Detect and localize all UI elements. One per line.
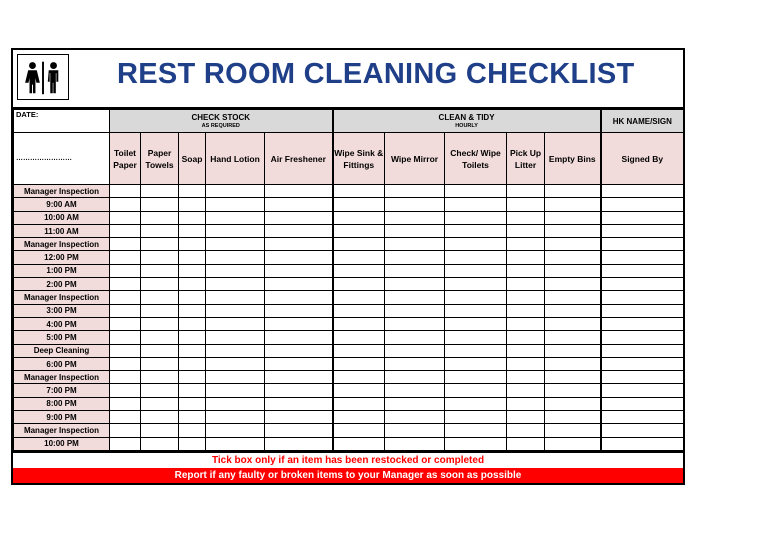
tick-box[interactable] <box>265 224 333 237</box>
tick-box[interactable] <box>110 211 141 224</box>
tick-box[interactable] <box>507 278 545 291</box>
tick-box[interactable] <box>110 198 141 211</box>
tick-box[interactable] <box>507 198 545 211</box>
tick-box[interactable] <box>141 437 179 450</box>
table-row <box>14 437 684 450</box>
tick-box[interactable] <box>333 437 385 450</box>
tick-box[interactable] <box>507 291 545 304</box>
checklist-table <box>13 109 684 451</box>
tick-box[interactable] <box>385 211 445 224</box>
tick-box[interactable] <box>385 278 445 291</box>
tick-box[interactable] <box>141 251 179 264</box>
signature-cell[interactable] <box>601 384 684 397</box>
tick-box[interactable] <box>206 278 265 291</box>
tick-box[interactable] <box>110 397 141 410</box>
tick-box[interactable] <box>179 411 206 424</box>
tick-box[interactable] <box>507 211 545 224</box>
report-banner: Report if any faulty or broken items to your Manager as soon as possible <box>13 468 683 483</box>
tick-box[interactable] <box>445 411 507 424</box>
tick-box[interactable] <box>206 344 265 357</box>
tick-box[interactable] <box>206 411 265 424</box>
tick-box[interactable] <box>445 424 507 437</box>
tick-box[interactable] <box>545 238 601 251</box>
tick-box[interactable] <box>141 317 179 330</box>
table-row <box>14 317 684 330</box>
tick-box[interactable] <box>110 437 141 450</box>
signature-cell[interactable] <box>601 238 684 251</box>
tick-box[interactable] <box>110 238 141 251</box>
title-row <box>13 50 683 109</box>
table-row <box>14 278 684 291</box>
table-row <box>14 185 684 198</box>
signature-cell[interactable] <box>601 291 684 304</box>
tick-box[interactable] <box>179 357 206 370</box>
tick-box[interactable] <box>265 185 333 198</box>
tick-box[interactable] <box>110 331 141 344</box>
tick-box[interactable] <box>385 424 445 437</box>
tick-box[interactable] <box>265 371 333 384</box>
tick-box[interactable] <box>507 224 545 237</box>
tick-box[interactable] <box>507 371 545 384</box>
tick-box[interactable] <box>265 278 333 291</box>
col-signed-by: Signed By <box>601 133 684 185</box>
signature-cell[interactable] <box>601 424 684 437</box>
tick-box[interactable] <box>179 437 206 450</box>
tick-box[interactable] <box>507 185 545 198</box>
tick-box[interactable] <box>110 291 141 304</box>
tick-box[interactable] <box>507 344 545 357</box>
table-row <box>14 371 684 384</box>
tick-box[interactable] <box>141 264 179 277</box>
table-row <box>14 357 684 370</box>
row-label: 10:00 AM <box>14 211 110 224</box>
tick-box[interactable] <box>445 211 507 224</box>
tick-box[interactable] <box>206 331 265 344</box>
tick-box[interactable] <box>385 238 445 251</box>
tick-box[interactable] <box>333 264 385 277</box>
tick-box[interactable] <box>141 397 179 410</box>
clean-tidy-sub: HOURLY <box>455 123 478 129</box>
tick-box[interactable] <box>385 304 445 317</box>
tick-box[interactable] <box>445 397 507 410</box>
tick-box[interactable] <box>545 304 601 317</box>
tick-box[interactable] <box>110 224 141 237</box>
tick-box[interactable] <box>385 437 445 450</box>
signature-cell[interactable] <box>601 344 684 357</box>
tick-box[interactable] <box>110 185 141 198</box>
tick-box[interactable] <box>507 238 545 251</box>
signature-cell[interactable] <box>601 397 684 410</box>
signature-cell[interactable] <box>601 211 684 224</box>
tick-box[interactable] <box>179 371 206 384</box>
tick-box[interactable] <box>206 304 265 317</box>
tick-box[interactable] <box>333 278 385 291</box>
tick-box[interactable] <box>333 371 385 384</box>
tick-box[interactable] <box>385 198 445 211</box>
tick-box[interactable] <box>206 251 265 264</box>
tick-box[interactable] <box>206 371 265 384</box>
tick-box[interactable] <box>179 384 206 397</box>
tick-box[interactable] <box>265 317 333 330</box>
row-label: 11:00 AM <box>14 224 110 237</box>
tick-box[interactable] <box>507 384 545 397</box>
tick-box[interactable] <box>110 424 141 437</box>
tick-box[interactable] <box>445 344 507 357</box>
col-wipe-mirror: Wipe Mirror <box>385 133 445 185</box>
tick-box[interactable] <box>385 224 445 237</box>
tick-box[interactable] <box>141 357 179 370</box>
tick-box[interactable] <box>206 211 265 224</box>
col-soap: Soap <box>179 133 206 185</box>
table-row <box>14 344 684 357</box>
signature-cell[interactable] <box>601 331 684 344</box>
tick-box[interactable] <box>265 344 333 357</box>
tick-box[interactable] <box>545 251 601 264</box>
tick-box[interactable] <box>385 185 445 198</box>
table-row <box>14 424 684 437</box>
table-row <box>14 224 684 237</box>
tick-box[interactable] <box>385 357 445 370</box>
tick-box[interactable] <box>206 185 265 198</box>
tick-box[interactable] <box>110 317 141 330</box>
tick-box[interactable] <box>179 211 206 224</box>
tick-box[interactable] <box>385 344 445 357</box>
col-air-freshener: Air Freshener <box>265 133 333 185</box>
row-label: Manager Inspection <box>14 185 110 198</box>
tick-box[interactable] <box>333 317 385 330</box>
signature-cell[interactable] <box>601 371 684 384</box>
table-row <box>14 211 684 224</box>
row-label: 3:00 PM <box>14 304 110 317</box>
tick-box[interactable] <box>545 357 601 370</box>
tick-box[interactable] <box>179 198 206 211</box>
signature-cell[interactable] <box>601 251 684 264</box>
tick-box[interactable] <box>507 411 545 424</box>
clean-tidy-header <box>333 110 601 133</box>
tick-box[interactable] <box>206 198 265 211</box>
tick-box[interactable] <box>333 251 385 264</box>
tick-box[interactable] <box>545 397 601 410</box>
table-row <box>14 384 684 397</box>
tick-box[interactable] <box>445 317 507 330</box>
tick-box[interactable] <box>385 291 445 304</box>
col-pick-up-litter: Pick Up Litter <box>507 133 545 185</box>
tick-box[interactable] <box>545 424 601 437</box>
signature-cell[interactable] <box>601 198 684 211</box>
tick-box[interactable] <box>265 304 333 317</box>
table-row <box>14 411 684 424</box>
tick-box[interactable] <box>206 264 265 277</box>
check-stock-header <box>110 110 333 133</box>
tick-box[interactable] <box>385 331 445 344</box>
table-row <box>14 198 684 211</box>
tick-box[interactable] <box>385 397 445 410</box>
tick-box[interactable] <box>545 291 601 304</box>
tick-box[interactable] <box>265 357 333 370</box>
tick-box[interactable] <box>333 304 385 317</box>
signature-cell[interactable] <box>601 411 684 424</box>
tick-box[interactable] <box>507 304 545 317</box>
tick-box[interactable] <box>507 424 545 437</box>
tick-box[interactable] <box>110 278 141 291</box>
tick-box[interactable] <box>179 344 206 357</box>
tick-box[interactable] <box>179 304 206 317</box>
tick-box[interactable] <box>507 331 545 344</box>
table-row <box>14 397 684 410</box>
checklist-rows <box>14 185 684 451</box>
table-row <box>14 238 684 251</box>
tick-box[interactable] <box>206 357 265 370</box>
tick-box[interactable] <box>179 185 206 198</box>
row-label: 8:00 PM <box>14 397 110 410</box>
tick-box[interactable] <box>265 211 333 224</box>
row-label: 2:00 PM <box>14 278 110 291</box>
row-label: 4:00 PM <box>14 317 110 330</box>
row-label: Manager Inspection <box>14 371 110 384</box>
tick-box[interactable] <box>545 317 601 330</box>
tick-box[interactable] <box>385 264 445 277</box>
tick-box[interactable] <box>545 384 601 397</box>
table-row <box>14 331 684 344</box>
col-hand-lotion: Hand Lotion <box>206 133 265 185</box>
tick-box[interactable] <box>545 331 601 344</box>
signature-cell[interactable] <box>601 304 684 317</box>
tick-box[interactable] <box>385 411 445 424</box>
tick-box[interactable] <box>206 317 265 330</box>
tick-box[interactable] <box>545 411 601 424</box>
tick-box[interactable] <box>179 278 206 291</box>
tick-box[interactable] <box>333 238 385 251</box>
tick-box[interactable] <box>265 291 333 304</box>
tick-box[interactable] <box>206 384 265 397</box>
tick-box[interactable] <box>141 304 179 317</box>
tick-box[interactable] <box>265 411 333 424</box>
tick-box[interactable] <box>265 238 333 251</box>
checklist-sheet <box>11 48 685 485</box>
tick-box[interactable] <box>141 344 179 357</box>
tick-box[interactable] <box>333 344 385 357</box>
tick-box[interactable] <box>385 371 445 384</box>
tick-box[interactable] <box>179 264 206 277</box>
row-label: Deep Cleaning <box>14 344 110 357</box>
tick-box[interactable] <box>445 198 507 211</box>
tick-box[interactable] <box>445 304 507 317</box>
tick-box[interactable] <box>333 397 385 410</box>
tick-box[interactable] <box>385 317 445 330</box>
tick-box[interactable] <box>206 291 265 304</box>
tick-box[interactable] <box>141 371 179 384</box>
tick-box[interactable] <box>445 278 507 291</box>
tick-box[interactable] <box>545 278 601 291</box>
hk-name-header: HK NAME/SIGN <box>601 110 684 133</box>
tick-box[interactable] <box>265 384 333 397</box>
tick-box[interactable] <box>179 224 206 237</box>
signature-cell[interactable] <box>601 185 684 198</box>
tick-box[interactable] <box>385 251 445 264</box>
tick-box[interactable] <box>265 437 333 450</box>
tick-box[interactable] <box>265 251 333 264</box>
tick-box[interactable] <box>265 198 333 211</box>
tick-box[interactable] <box>445 437 507 450</box>
tick-box[interactable] <box>545 224 601 237</box>
signature-cell[interactable] <box>601 317 684 330</box>
tick-box[interactable] <box>179 251 206 264</box>
tick-box[interactable] <box>141 198 179 211</box>
tick-note: Tick box only if an item has been restocked or completed <box>13 451 683 468</box>
tick-box[interactable] <box>333 424 385 437</box>
row-label: 12:00 PM <box>14 251 110 264</box>
tick-box[interactable] <box>206 238 265 251</box>
tick-box[interactable] <box>445 331 507 344</box>
signature-cell[interactable] <box>601 437 684 450</box>
tick-box[interactable] <box>141 424 179 437</box>
tick-box[interactable] <box>179 424 206 437</box>
tick-box[interactable] <box>141 185 179 198</box>
tick-box[interactable] <box>507 437 545 450</box>
tick-box[interactable] <box>110 411 141 424</box>
tick-box[interactable] <box>110 384 141 397</box>
tick-box[interactable] <box>141 238 179 251</box>
signature-cell[interactable] <box>601 224 684 237</box>
tick-box[interactable] <box>545 437 601 450</box>
tick-box[interactable] <box>445 224 507 237</box>
tick-box[interactable] <box>333 198 385 211</box>
tick-box[interactable] <box>110 371 141 384</box>
tick-box[interactable] <box>445 357 507 370</box>
tick-box[interactable] <box>206 397 265 410</box>
tick-box[interactable] <box>445 384 507 397</box>
check-stock-sub: AS REQUIRED <box>201 123 240 129</box>
table-row <box>14 291 684 304</box>
tick-box[interactable] <box>179 317 206 330</box>
tick-box[interactable] <box>110 264 141 277</box>
row-label: 10:00 PM <box>14 437 110 450</box>
tick-box[interactable] <box>507 317 545 330</box>
tick-box[interactable] <box>141 278 179 291</box>
tick-box[interactable] <box>265 397 333 410</box>
tick-box[interactable] <box>385 384 445 397</box>
tick-box[interactable] <box>545 198 601 211</box>
tick-box[interactable] <box>545 371 601 384</box>
tick-box[interactable] <box>179 291 206 304</box>
tick-box[interactable] <box>545 185 601 198</box>
tick-box[interactable] <box>333 291 385 304</box>
tick-box[interactable] <box>507 357 545 370</box>
tick-box[interactable] <box>333 411 385 424</box>
tick-box[interactable] <box>141 384 179 397</box>
col-check-toilets: Check/ Wipe Toilets <box>445 133 507 185</box>
tick-box[interactable] <box>110 251 141 264</box>
tick-box[interactable] <box>206 224 265 237</box>
tick-box[interactable] <box>265 331 333 344</box>
tick-box[interactable] <box>545 264 601 277</box>
tick-box[interactable] <box>507 264 545 277</box>
signature-cell[interactable] <box>601 278 684 291</box>
row-label: Manager Inspection <box>14 238 110 251</box>
tick-box[interactable] <box>333 331 385 344</box>
tick-box[interactable] <box>141 411 179 424</box>
tick-box[interactable] <box>141 331 179 344</box>
clean-tidy-label: CLEAN & TIDY <box>438 113 495 122</box>
row-label: Manager Inspection <box>14 424 110 437</box>
tick-box[interactable] <box>445 371 507 384</box>
tick-box[interactable] <box>333 384 385 397</box>
tick-box[interactable] <box>206 437 265 450</box>
table-row <box>14 251 684 264</box>
row-label: 6:00 PM <box>14 357 110 370</box>
tick-box[interactable] <box>507 397 545 410</box>
tick-box[interactable] <box>333 224 385 237</box>
tick-box[interactable] <box>333 211 385 224</box>
col-paper-towels: Paper Towels <box>141 133 179 185</box>
row-label: 9:00 PM <box>14 411 110 424</box>
tick-box[interactable] <box>265 424 333 437</box>
tick-box[interactable] <box>445 251 507 264</box>
tick-box[interactable] <box>110 304 141 317</box>
col-empty-bins: Empty Bins <box>545 133 601 185</box>
tick-box[interactable] <box>445 291 507 304</box>
tick-box[interactable] <box>445 185 507 198</box>
row-label: 9:00 AM <box>14 198 110 211</box>
tick-box[interactable] <box>179 397 206 410</box>
tick-box[interactable] <box>179 238 206 251</box>
tick-box[interactable] <box>333 357 385 370</box>
tick-box[interactable] <box>179 331 206 344</box>
tick-box[interactable] <box>206 424 265 437</box>
col-wipe-sink: Wipe Sink & Fittings <box>333 133 385 185</box>
restroom-icon <box>17 54 69 100</box>
date-field[interactable]: …………………… <box>14 133 110 185</box>
tick-box[interactable] <box>110 357 141 370</box>
col-toilet-paper: Toilet Paper <box>110 133 141 185</box>
table-row <box>14 264 684 277</box>
date-label: DATE: <box>14 110 110 133</box>
tick-box[interactable] <box>507 251 545 264</box>
tick-box[interactable] <box>141 224 179 237</box>
row-label: 1:00 PM <box>14 264 110 277</box>
tick-box[interactable] <box>141 291 179 304</box>
tick-box[interactable] <box>545 344 601 357</box>
tick-box[interactable] <box>445 238 507 251</box>
signature-cell[interactable] <box>601 264 684 277</box>
table-row <box>14 304 684 317</box>
tick-box[interactable] <box>333 185 385 198</box>
tick-box[interactable] <box>265 264 333 277</box>
row-label: Manager Inspection <box>14 291 110 304</box>
page-title: REST ROOM CLEANING CHECKLIST <box>117 58 635 90</box>
signature-cell[interactable] <box>601 357 684 370</box>
tick-box[interactable] <box>110 344 141 357</box>
row-label: 7:00 PM <box>14 384 110 397</box>
tick-box[interactable] <box>445 264 507 277</box>
tick-box[interactable] <box>141 211 179 224</box>
check-stock-label: CHECK STOCK <box>191 113 251 122</box>
row-label: 5:00 PM <box>14 331 110 344</box>
tick-box[interactable] <box>545 211 601 224</box>
